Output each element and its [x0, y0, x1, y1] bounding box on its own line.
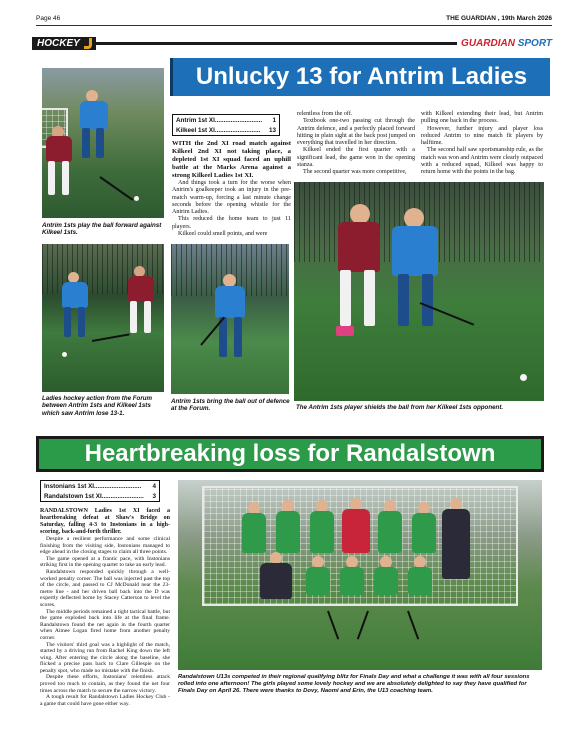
article-column-randalstown: [40, 508, 170, 707]
section-label: HOCKEY: [37, 38, 80, 49]
player-leg: [130, 301, 137, 333]
article-paragraph: relentless from the off.: [297, 111, 353, 117]
player-body: [378, 511, 402, 553]
article-paragraph: The middle periods remained a tight tactical battle, but the game exploded back into life at the final frame. Randalstown found the net again in the fourth quarter when Aimee Logan fired home from another penalty corner.: [40, 608, 170, 641]
photo1-caption: Antrim 1sts play the ball forward against Kilkeel 1sts.: [42, 222, 162, 237]
headline-box: [36, 436, 544, 472]
hockey-stick: [92, 333, 130, 342]
article-paragraph: This reduced the home team to just 11 players.: [172, 216, 291, 230]
player-shoe: [336, 326, 354, 336]
score-row: [176, 116, 276, 126]
scoreline-box: [172, 114, 280, 136]
team-goals: 4: [152, 483, 156, 490]
player-leg: [62, 161, 69, 195]
photo-forum-action: [42, 244, 164, 392]
player-body: [392, 226, 438, 276]
article-paragraph: Kilkeel could smell points, and were: [178, 231, 268, 238]
score-row: [44, 482, 156, 492]
masthead-date: THE GUARDIAN , 19th March 2026: [446, 15, 552, 22]
player-body: [306, 567, 330, 595]
player-leg: [364, 270, 375, 326]
header-rule: [36, 25, 552, 26]
section-tag: [32, 37, 96, 50]
article-paragraph: with Kilkeel extending their lead, but Antrim pulling one back in the process.: [421, 111, 543, 125]
player-body: [412, 513, 436, 553]
team-goals: 1: [272, 117, 276, 124]
article-paragraph: Despite these efforts, Instonians' relentless attack proved too much to contain, as they found the net four times across the match to secure the narrow victory.: [40, 674, 170, 694]
headline: Heartbreaking loss for Randalstown: [84, 440, 496, 467]
team-goals: 3: [152, 492, 156, 500]
player-leg: [48, 161, 55, 195]
score-row: [176, 126, 276, 136]
article-paragraph: Textbook one-two passing cut through the Antrim defence, and a perfectly placed forward hitting in plain sight at the back post jumped on everything that travelled in her direction.: [297, 118, 415, 147]
team-name: Randalstown 1st XI........................: [44, 492, 144, 500]
photo-antrim-forward: [42, 68, 164, 218]
hockey-ball: [134, 196, 139, 201]
player-body: [340, 567, 364, 595]
article-paragraph: A tough result for Randalstown Ladies Hockey Club - a game that could have gone either way.: [40, 694, 170, 707]
player-head: [350, 204, 370, 224]
article-column-1: [172, 140, 291, 238]
article-paragraph: Randalstown responded quickly through a well-worked penalty corner. The ball was injected past the top of the circle, and passed to CJ McDonald near the 23-metre line - and her driven ball back into the D was expertly deflected home by Stacey Catterson to level the scores.: [40, 568, 170, 608]
headline-box: [170, 58, 550, 96]
team-goals: 13: [268, 126, 276, 134]
article-lead: WITH the 2nd XI road match against Kilkeel 2nd XI not taking place, a depleted 1st XI squad faced an uphill battle at the Marks Arena against a strong Kilkeel Ladies 1st XI.: [172, 140, 291, 179]
page-number: Page 46: [36, 15, 61, 22]
hockey-ball: [62, 352, 67, 357]
player-body: [80, 101, 108, 129]
team-name: Antrim 1st XI...........................: [176, 117, 263, 124]
player-body: [310, 511, 334, 553]
article-paragraph: Kilkeel ended the first quarter with a significant lead, the game won in the opening stanza.: [297, 147, 415, 169]
player-body: [46, 136, 72, 162]
photo-shield-ball: [294, 182, 544, 401]
player-body: [338, 222, 380, 272]
article-paragraph: And things took a turn for the worse when Antrim's goalkeeper took an injury in the pre-match warm-up, forcing a last minute change seconds before the opening whistle for the Antrim Ladies.: [172, 180, 291, 216]
player-body: [374, 567, 398, 595]
photo4-caption: The Antrim 1sts player shields the ball from her Kilkeel 1sts opponent.: [296, 404, 504, 411]
player-leg: [144, 301, 151, 333]
player-leg: [398, 274, 409, 326]
brand-guardian: GUARDIAN: [461, 38, 515, 49]
player-body: [408, 567, 432, 595]
coach-body: [442, 509, 470, 579]
article-paragraph: Despite a resilient performance and some clinical finishing from the visiting side, Instonians managed to edge ahead in the closing stages to claim all three points.: [40, 536, 170, 556]
article-paragraph: The game opened at a frantic pace, with Instonians striking first in the opening quarter to take an early lead.: [40, 555, 170, 569]
headline: Unlucky 13 for Antrim Ladies: [195, 63, 528, 90]
team-name: Kilkeel 1st XI..........................: [176, 126, 261, 134]
guardian-sport-logo: [457, 38, 552, 49]
article-lead: RANDALSTOWN Ladies 1st XI faced a heartbreaking defeat at Shaw's Bridge on Saturday, falling 4-3 to Instonians in a high-scoring, back-and-forth thriller.: [40, 508, 170, 535]
photo3-caption: Antrim 1sts bring the ball out of defence at the Forum.: [171, 398, 290, 413]
team-name: Instonians 1st XI...........................: [44, 483, 142, 490]
scoreline-box: [40, 480, 160, 502]
article-column-3: [421, 111, 543, 177]
photo-out-of-defence: [171, 244, 289, 394]
goalkeeper-body: [342, 509, 370, 553]
article-paragraph: The visitors' third goal was a highlight of the match, started by a driving run from Rachel King down the left wing. After entering the circle along the baseline, she flicked a precise pass back to Clare Gillespie on the penalty spot, who made no mistake with the finish.: [40, 641, 170, 674]
article-paragraph: The second quarter was more competitive,: [303, 169, 407, 176]
player-leg: [78, 307, 85, 337]
player-leg: [64, 307, 71, 337]
coach-body: [260, 563, 292, 599]
player-leg: [340, 270, 351, 326]
article-column-2: [297, 111, 415, 177]
score-row: [44, 492, 156, 502]
hockey-stick: [327, 611, 339, 640]
player-body: [128, 276, 154, 302]
hockey-stick: [407, 611, 419, 640]
photo2-caption: Ladies hockey action from the Forum between Antrim 1sts and Kilkeel 1sts which saw Antrim lose 13-1.: [42, 395, 153, 417]
player-body: [242, 513, 266, 553]
hockey-ball: [520, 374, 527, 381]
player-leg: [422, 274, 433, 326]
player-body: [62, 282, 88, 308]
player-body: [276, 511, 300, 553]
hockey-stick: [357, 611, 369, 640]
hockey-stick-icon: [84, 38, 92, 49]
article-paragraph: However, further injury and player loss reduced Antrim to nine match fit players by halftime.: [421, 125, 543, 147]
player-head: [404, 208, 424, 228]
player-body: [215, 286, 245, 318]
player-leg: [234, 317, 242, 357]
player-leg: [82, 128, 90, 158]
photo-u13-team: [178, 480, 542, 670]
photo5-caption: Randalstown U13s competed in their regional qualifying blitz for Finals Day and what a challenge it was with all four sessions rolled into one afternoon! The girls played some lovely hockey and we are absolutely delighted to say they have qualified for Finals Day on April 26. There were thanks to Dovy, Naomi and Erin, the U13 coaching team.: [178, 674, 530, 694]
article-paragraph: The second half saw sportsmanship rule, as the match was won and Antrim were clearly outpaced with a reduced squad, Kilkeel was happy to return home with the points in the bag.: [421, 147, 543, 176]
hockey-stick: [99, 176, 133, 201]
player-leg: [96, 128, 104, 158]
brand-sport: SPORT: [517, 38, 552, 49]
